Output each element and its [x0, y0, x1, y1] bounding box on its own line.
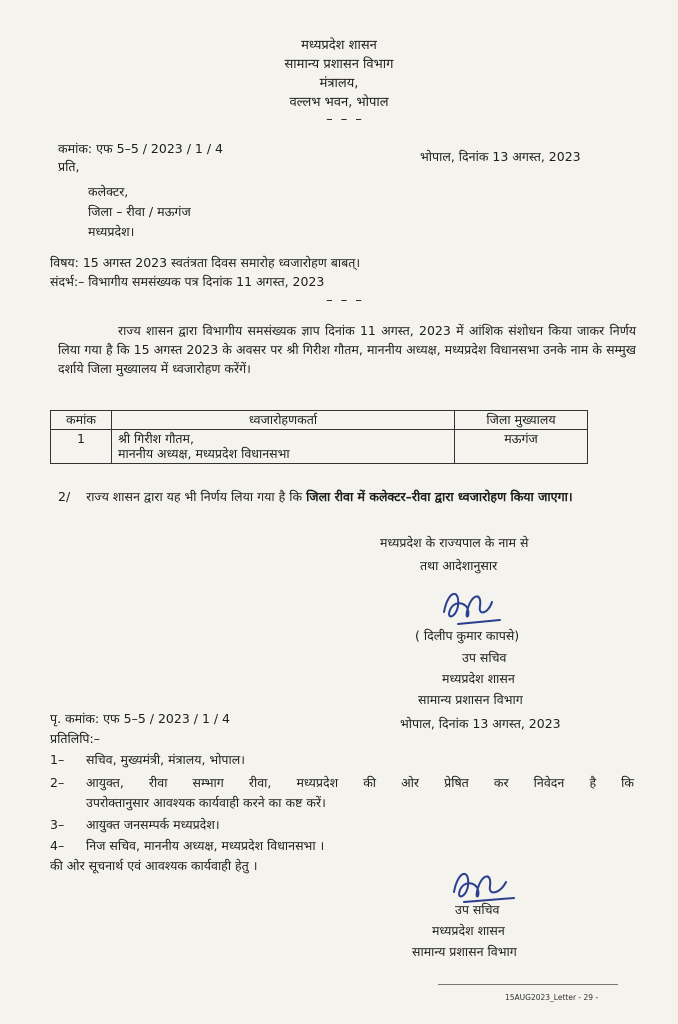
list-item-number: 4–	[50, 838, 65, 853]
paragraph-2-bold-text: जिला रीवा में कलेक्टर–रीवा द्वारा ध्वजारोहण किया जाएगा।	[306, 489, 573, 504]
subject-line: विषय: 15 अगस्त 2023 स्वतंत्रता दिवस समारोह ध्वजारोहण बाबत्।	[50, 255, 361, 270]
paragraph-2	[58, 487, 636, 506]
table-header-row	[51, 411, 588, 430]
cell-hoister	[112, 429, 455, 463]
paragraph-1: राज्य शासन द्वारा विभागीय समसंख्यक ज्ञाप दिनांक 11 अगस्त, 2023 में आंशिक संशोधन किया जाकर निर्णय लिया गया है कि 15 अगस्त 2023 के अवसर पर श्री गिरीश गौतम, माननीय अध्यक्ष, मध्यप्रदेश विधानसभा उनके नाम के सम्मुख दर्शाये जिला मुख्यालय में ध्वजारोहण करेंगें।	[58, 323, 636, 376]
list-item-number: 2–	[50, 775, 65, 790]
signatory2-dept1: मध्यप्रदेश शासन	[432, 923, 505, 938]
cell-sno: 1	[51, 429, 112, 463]
header-mantralaya: मंत्रालय,	[319, 76, 359, 91]
list-item: आयुक्त, रीवा सम्भाग रीवा, मध्यप्रदेश की ओर प्रेषित कर निवेदन है कि	[86, 775, 634, 790]
flag-hoisting-table	[50, 410, 588, 464]
hoister-designation: माननीय अध्यक्ष, मध्यप्रदेश विधानसभा	[118, 446, 290, 462]
reference-place-date: भोपाल, दिनांक 13 अगस्त, 2023	[420, 149, 581, 164]
signatory2-designation: उप सचिव	[455, 902, 500, 917]
signatory-dept1: मध्यप्रदेश शासन	[442, 671, 515, 686]
endorsement-closing: की ओर सूचनार्थ एवं आवश्यक कार्यवाही हेतु ।	[50, 858, 258, 873]
list-item-number: 3–	[50, 817, 65, 832]
recipient-line1: कलेक्टर,	[88, 184, 129, 199]
cell-district: मऊगंज	[455, 429, 588, 463]
authority-line1: मध्यप्रदेश के राज्यपाल के नाम से	[380, 535, 529, 550]
endorsement-pratilipi: प्रतिलिपि:–	[50, 731, 100, 746]
footer-rule	[438, 984, 618, 985]
signature-1	[438, 580, 508, 630]
reference-line: संदर्भ:– विभागीय समसंख्यक पत्र दिनांक 11 अगस्त, 2023	[50, 274, 325, 289]
list-item: निज सचिव, माननीय अध्यक्ष, मध्यप्रदेश विधानसभा ।	[86, 838, 325, 853]
column-header-district: जिला मुख्यालय	[455, 411, 588, 430]
header-address: वल्लभ भवन, भोपाल	[289, 95, 389, 110]
reference-number: कमांक: एफ 5–5 / 2023 / 1 / 4	[58, 141, 223, 156]
table-row	[51, 429, 588, 463]
signatory-designation: उप सचिव	[462, 650, 507, 665]
recipient-prati: प्रति,	[58, 159, 80, 174]
signatory-dept2: सामान्य प्रशासन विभाग	[418, 692, 523, 707]
list-item: आयुक्त जनसम्पर्क मध्यप्रदेश।	[86, 817, 220, 832]
paragraph-2-number: 2/	[58, 489, 71, 504]
list-item-continuation: उपरोक्तानुसार आवश्यक कार्यवाही करने का कष्ट करें।	[86, 795, 326, 810]
signatory2-dept2: सामान्य प्रशासन विभाग	[412, 944, 517, 959]
recipient-line2: जिला – रीवा / मऊगंज	[88, 204, 191, 219]
list-item: सचिव, मुख्यमंत्री, मंत्रालय, भोपाल।	[86, 752, 245, 767]
hoister-name: श्री गिरीश गौतम,	[118, 430, 195, 446]
authority-line2: तथा आदेशानुसार	[420, 558, 498, 573]
body-separator: – – –	[326, 293, 364, 308]
header-department: सामान्य प्रशासन विभाग	[284, 57, 394, 72]
paragraph-2-text: राज्य शासन द्वारा यह भी निर्णय लिया गया है कि	[86, 489, 303, 504]
column-header-hoister: ध्वजारोहणकर्ता	[112, 411, 455, 430]
header-separator: – – –	[326, 112, 364, 127]
recipient-line3: मध्यप्रदेश।	[88, 224, 135, 239]
endorsement-number: पृ. कमांक: एफ 5–5 / 2023 / 1 / 4	[50, 711, 231, 726]
column-header-sno: कमांक	[51, 411, 112, 430]
list-item-number: 1–	[50, 752, 65, 767]
signatory-name: ( दिलीप कुमार कापसे)	[415, 628, 520, 643]
signatory-place-date: भोपाल, दिनांक 13 अगस्त, 2023	[400, 716, 561, 731]
header-govt: मध्यप्रदेश शासन	[301, 38, 377, 53]
footer-code: 15AUG2023_Letter - 29 -	[505, 993, 599, 1002]
